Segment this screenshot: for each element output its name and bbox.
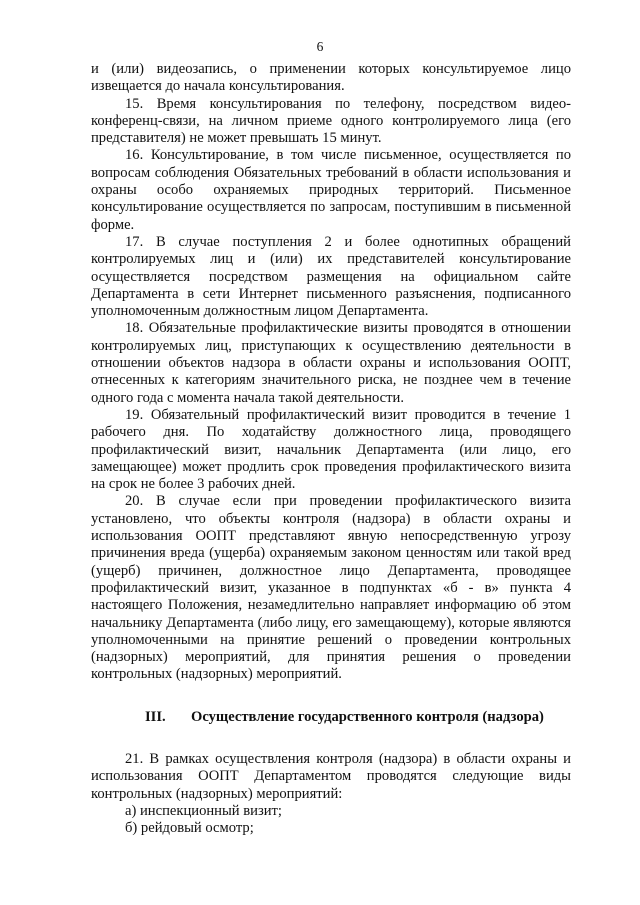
paragraph-16: 16. Консультирование, в том числе письменное, осуществляется по вопросам соблюдения Обязательных требований в области использования и охраны особо охраняемых природных территорий. Письменное консультирование осуществляется по запросам, поступившим в письменной форме. (91, 147, 571, 233)
paragraph-15: 15. Время консультирования по телефону, посредством видео-конференц-связи, на личном приеме одного контролируемого лица (его представителя) не может превышать 15 минут. (91, 95, 571, 147)
paragraph-20: 20. В случае если при проведении профилактического визита установлено, что объекты контроля (надзора) в области охраны и использования ООПТ представляют явную непосредственную угрозу причинения вреда (ущерба) охраняемым законом ценностям или такой вред (ущерб) причинен, должностное лицо Департамента, проводящее профилактический визит, указанное в подпунктах «б - в» пункта 4 настоящего Положения, незамедлительно направляет информацию об этом начальнику Департамента (либо лицу, его замещающему), которые являются уполномоченными на принятие решений о проведении контрольных (надзорных) мероприятий, для принятия решения о проведении контрольных (надзорных) мероприятий. (91, 493, 571, 683)
page-number: 6 (316, 39, 324, 54)
list-item-a: а) инспекционный визит; (125, 802, 282, 819)
paragraph-21: 21. В рамках осуществления контроля (надзора) в области охраны и использования ООПТ Департаментом проводятся следующие виды контрольных (надзорных) мероприятий: (91, 750, 571, 802)
document-body (91, 61, 571, 837)
paragraph-18: 18. Обязательные профилактические визиты проводятся в отношении контролируемых лиц, приступающих к осуществлению деятельности в отношении объектов надзора в области охраны и использования ООПТ, отнесенных к категориям значительного риска, не позднее чем в течение одного года с момента начала такой деятельности. (91, 320, 571, 406)
paragraph-14-continuation: и (или) видеозапись, о применении которых консультируемое лицо извещается до начала консультирования. (91, 61, 571, 95)
paragraph-17: 17. В случае поступления 2 и более однотипных обращений контролируемых лиц и (или) их представителей консультирование осуществляется посредством размещения на официальном сайте Департамента в сети Интернет письменного разъяснения, подписанного уполномоченным должностным лицом Департамента. (91, 233, 571, 320)
section-title: Осуществление государственного контроля (надзора) (191, 708, 544, 725)
section-number: III. (145, 708, 166, 725)
paragraph-19: 19. Обязательный профилактический визит проводится в течение 1 рабочего дня. По ходатайству должностного лица, проводящего профилактический визит, начальник Департамента (или лицо, его замещающее) может продлить срок проведения профилактического визита на срок не более 3 рабочих дней. (91, 406, 571, 493)
section-heading (91, 709, 571, 726)
list-item-b: б) рейдовый осмотр; (125, 820, 254, 837)
